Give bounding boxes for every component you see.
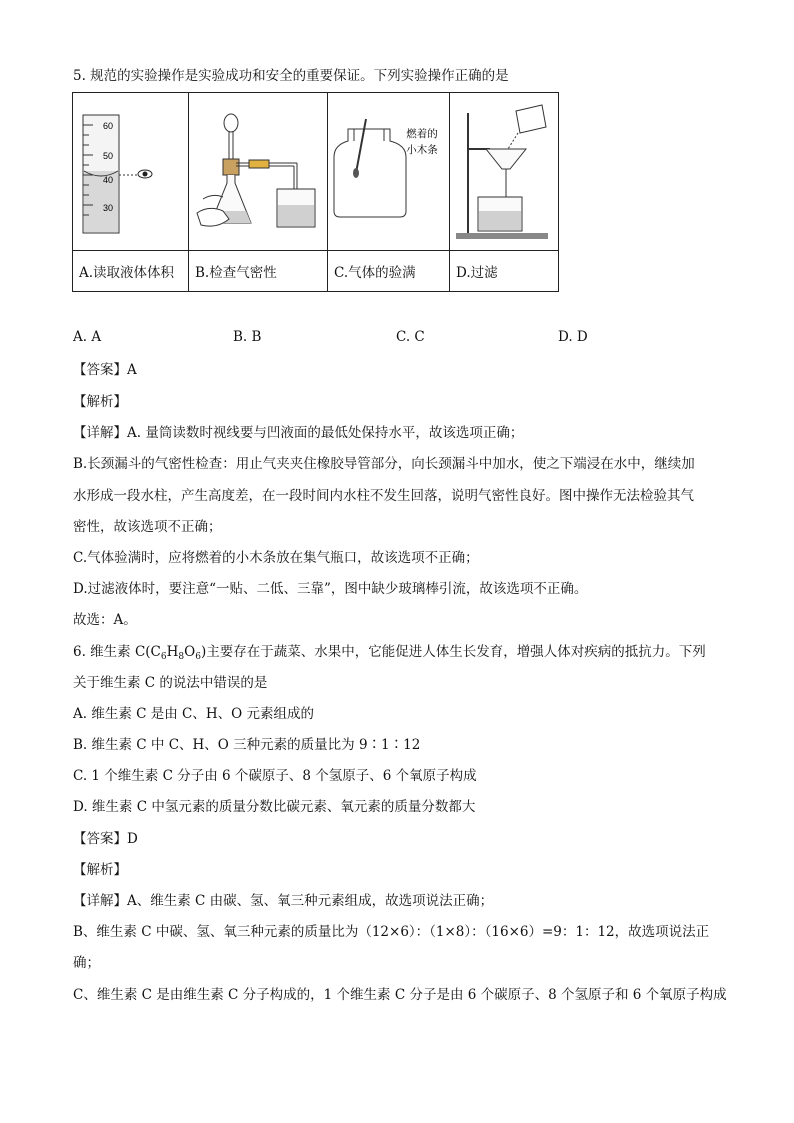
q6-option-b[interactable]: B. 维生素 C 中 C、H、O 三种元素的质量比为 9∶1∶12 bbox=[73, 737, 421, 753]
q6-option-a[interactable]: A. 维生素 C 是由 C、H、O 元素组成的 bbox=[73, 706, 314, 722]
caption-a: A.读取液体体积 bbox=[73, 251, 189, 292]
detail-text: A、维生素 C 由碳、氢、氧三种元素组成，故选项说法正确； bbox=[127, 893, 494, 909]
formula-h: H bbox=[166, 644, 179, 660]
caption-d: D.过滤 bbox=[450, 251, 559, 292]
q5-conclusion: 故选：A。 bbox=[73, 612, 137, 628]
q6-detail-line-1 bbox=[73, 891, 493, 911]
option-d[interactable]: D. D bbox=[558, 329, 588, 345]
q5-detail-line-6: D.过滤液体时，要注意“一贴、二低、三靠”，图中缺少玻璃棒引流，故该选项不正确。 bbox=[73, 581, 588, 597]
answer-tag: 【答案】 bbox=[73, 831, 127, 847]
question-6-title-line2: 关于维生素 C 的说法中错误的是 bbox=[73, 675, 268, 691]
option-a[interactable]: A. A bbox=[73, 329, 102, 345]
q6-option-d[interactable]: D. 维生素 C 中氢元素的质量分数比碳元素、氧元素的质量分数都大 bbox=[73, 799, 476, 815]
title-pre: 6. 维生素 C(C bbox=[73, 644, 161, 660]
scale-label-40: 40 bbox=[103, 175, 114, 185]
formula-sub-c: 6 bbox=[160, 652, 167, 662]
caption-b: B.检查气密性 bbox=[189, 251, 328, 292]
graduated-cylinder-illustration bbox=[73, 93, 188, 246]
q5-answer bbox=[73, 360, 137, 380]
label-burning-stick-line2: 小木条 bbox=[406, 144, 438, 156]
q5-analysis-tag: 【解析】 bbox=[73, 394, 127, 410]
answer-tag: 【答案】 bbox=[73, 362, 127, 378]
option-b[interactable]: B. B bbox=[233, 329, 262, 345]
flask-funnel-illustration bbox=[189, 93, 327, 246]
q6-analysis-tag: 【解析】 bbox=[73, 862, 127, 878]
figure-a-graduated-cylinder bbox=[73, 93, 189, 251]
option-c[interactable]: C. C bbox=[396, 329, 425, 345]
scale-label-60: 60 bbox=[103, 121, 114, 131]
detail-tag: 【详解】 bbox=[73, 893, 127, 909]
formula-sub-o: 6 bbox=[195, 652, 201, 662]
title-post: )主要存在于蔬菜、水果中，它能促进人体生长发育，增强人体对疾病的抵抗力。下列 bbox=[200, 644, 706, 660]
q6-detail-line-3: 确； bbox=[73, 955, 100, 971]
figure-d-filtration bbox=[450, 93, 559, 251]
q6-detail-line-4: C、维生素 C 是由维生素 C 分子构成的，1 个维生素 C 分子是由 6 个碳原子、8 个氢原子和 6 个氧原子构成 bbox=[73, 987, 727, 1003]
q5-detail-line-3: 水形成一段水柱，产生高度差，在一段时间内水柱不发生回落，说明气密性良好。图中操作无法检验其气 bbox=[73, 488, 694, 504]
experiment-table bbox=[72, 92, 559, 292]
figure-c-gas-full-test bbox=[328, 93, 450, 251]
caption-c: C.气体的验满 bbox=[328, 251, 450, 292]
question-5-title: 5. 规范的实验操作是实验成功和安全的重要保证。下列实验操作正确的是 bbox=[73, 68, 509, 84]
q5-detail-line-4: 密性，故该选项不正确； bbox=[73, 519, 222, 535]
scale-label-30: 30 bbox=[103, 203, 114, 213]
question-6-title bbox=[73, 642, 706, 667]
question-5-options bbox=[73, 329, 633, 349]
answer-value: A bbox=[127, 362, 137, 378]
formula-sub-h: 8 bbox=[178, 652, 185, 662]
q5-detail-line-5: C.气体验满时，应将燃着的小木条放在集气瓶口，故该选项不正确； bbox=[73, 550, 479, 566]
figure-b-airtightness-check bbox=[189, 93, 328, 251]
q6-detail-line-2: B、维生素 C 中碳、氢、氧三种元素的质量比为（12×6）：（1×8）：（16×6）=9：1：12，故选项说法正 bbox=[73, 924, 710, 940]
formula-o: O bbox=[184, 644, 196, 660]
detail-text: A. 量筒读数时视线要与凹液面的最低处保持水平，故该选项正确； bbox=[127, 425, 524, 441]
answer-value: D bbox=[127, 831, 138, 847]
detail-tag: 【详解】 bbox=[73, 425, 127, 441]
q5-detail-line-2: B.长颈漏斗的气密性检查：用止气夹夹住橡胶导管部分，向长颈漏斗中加水，使之下端浸在水中，继续加 bbox=[73, 456, 695, 472]
gas-jar-illustration bbox=[328, 93, 449, 246]
scale-label-50: 50 bbox=[103, 151, 114, 161]
filtration-illustration bbox=[450, 93, 558, 246]
q6-answer bbox=[73, 829, 138, 849]
q6-option-c[interactable]: C. 1 个维生素 C 分子由 6 个碳原子、8 个氢原子、6 个氧原子构成 bbox=[73, 768, 477, 784]
label-burning-stick-line1: 燃着的 bbox=[406, 128, 438, 140]
q5-detail-line-1 bbox=[73, 423, 523, 443]
